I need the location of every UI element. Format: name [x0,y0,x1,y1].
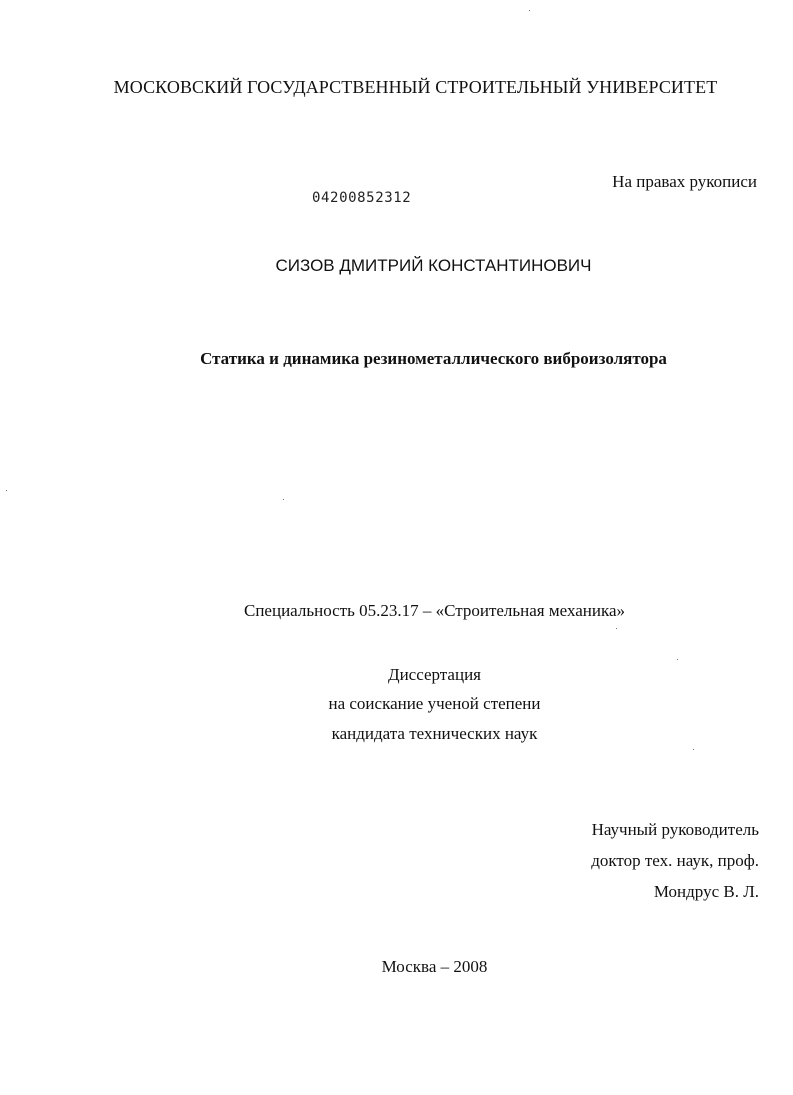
inventory-number: 04200852312 [312,190,412,206]
advisor-name: Мондрус В. Л. [653,882,759,901]
dissertation-title: Статика и динамика резинометаллического виброизолятора [200,349,667,368]
degree-line-purpose: на соискание ученой степени [328,694,541,713]
scan-speck [693,749,694,750]
scan-speck [529,10,530,11]
degree-line-type: Диссертация [387,665,481,684]
scan-speck [677,659,678,660]
advisor-credentials: доктор тех. наук, проф. [591,851,759,870]
specialty-line: Специальность 05.23.17 – «Строительная механика» [243,601,626,620]
scan-speck [283,499,284,500]
degree-line-level: кандидата технических наук [331,724,538,743]
scan-speck [6,490,7,491]
manuscript-rights-note: На правах рукописи [612,172,757,191]
advisor-role: Научный руководитель [591,820,759,839]
university-name: МОСКОВСКИЙ ГОСУДАРСТВЕННЫЙ СТРОИТЕЛЬНЫЙ УНИВЕРСИТЕТ [113,77,718,97]
author-name: СИЗОВ ДМИТРИЙ КОНСТАНТИНОВИЧ [275,256,592,275]
city-year: Москва – 2008 [381,957,488,976]
scan-speck [616,628,617,629]
